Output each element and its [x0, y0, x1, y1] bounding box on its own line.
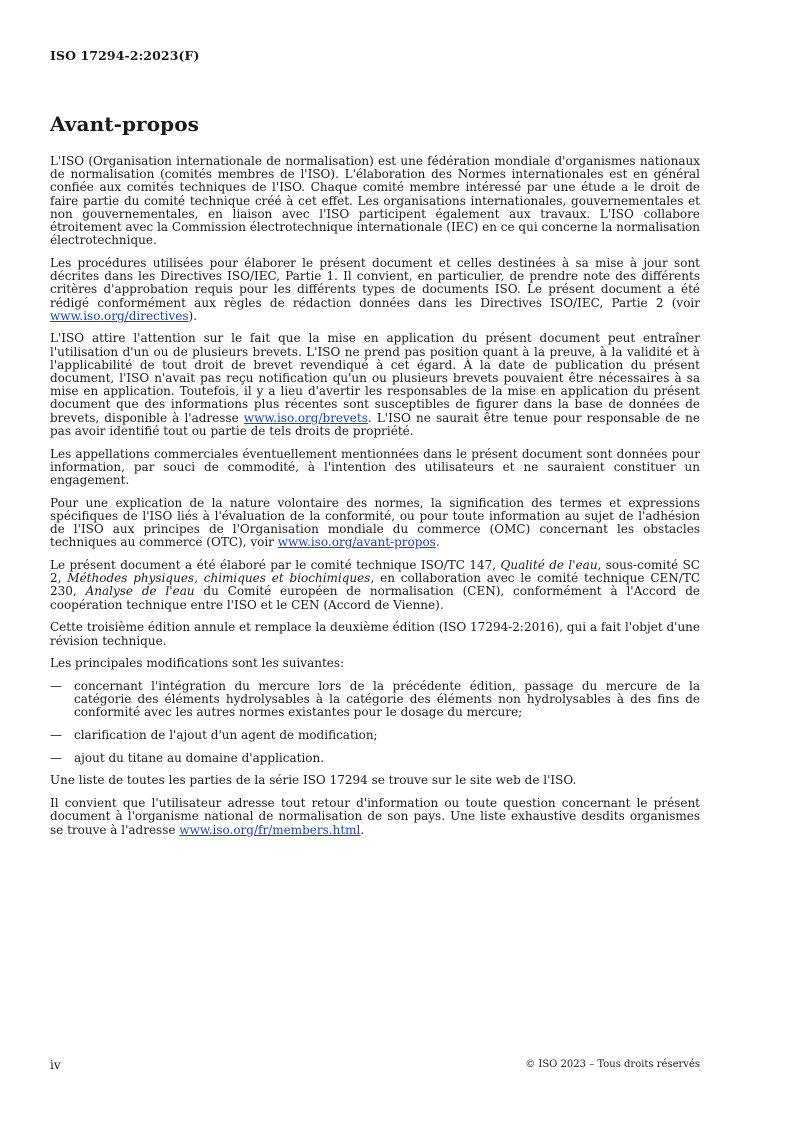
paragraph-voluntary-nature — [50, 497, 700, 550]
paragraph-text: Le présent document a été élaboré par le comité technique ISO/TC 147, — [50, 557, 501, 572]
page-title: Avant-propos — [50, 112, 200, 136]
list-item-text: concernant l'intégration du mercure lors de la précédente édition, passage du mercure de la catégorie des éléments hydrolysables à la catégorie des éléments non hydrolysables à des fins de conformité avec les autres normes existantes pour le dosage du mercure; — [74, 678, 700, 720]
paragraph-edition: Cette troisième édition annule et remplace la deuxième édition (ISO 17294-2:2016), qui a fait l'objet d'une révision technique. — [50, 620, 700, 648]
dash-marker: — — [50, 678, 62, 693]
paragraph-text: , sous-comité SC 2, — [50, 557, 700, 586]
document-id: ISO 17294-2:2023(F) — [50, 48, 200, 63]
subcommittee-title: Méthodes physiques, chimiques et biochimiques — [67, 571, 371, 586]
paragraph-feedback — [50, 797, 700, 837]
paragraph-text: . L'ISO ne saurait être tenue pour responsable de ne pas avoir identifié tout ou partie de tels droits de propriété. — [50, 410, 700, 438]
paragraph-committee — [50, 559, 700, 612]
list-item — [50, 729, 700, 742]
page-number: iv — [50, 1058, 61, 1072]
patents-link[interactable]: www.iso.org/brevets — [243, 410, 368, 425]
paragraph-patents — [50, 332, 700, 438]
foreword-body — [50, 155, 700, 846]
paragraph-iso-intro: L'ISO (Organisation internationale de normalisation) est une fédération mondiale d'organismes nationaux de normalisation (comités membres de l'ISO). L'élaboration des Normes internationales est en général confiée aux comités techniques de l'ISO. Chaque comité membre intéressé par une étude a le droit de faire partie du comité technique créé à cet effet. Les organisations internationales, gouvernementales et non gouvernementales, en liaison avec l'ISO participent également aux travaux. L'ISO collabore étroitement avec la Commission électrotechnique internationale (IEC) en ce qui concerne la normalisation électrotechnique. — [50, 154, 700, 248]
paragraph-text: Les procédures utilisées pour élaborer le présent document et celles destinées à sa mise à jour sont décrites dans les Directives ISO/IEC, Partie 1. Il convient, en particulier, de prendre note des différents critères d'approbation requis pour les différents types de documents ISO. Le présent document a été rédigé conformément aux règles de rédaction données dans les Directives ISO/IEC, Partie 2 (voir — [50, 255, 700, 310]
directives-link[interactable]: www.iso.org/directives — [50, 308, 189, 323]
foreword-link[interactable]: www.iso.org/avant-propos — [277, 535, 436, 550]
dash-marker: — — [50, 750, 62, 765]
paragraph-text: L'ISO attire l'attention sur le fait que la mise en application du présent document peut entraîner l'utilisation d'un ou de plusieurs brevets. L'ISO ne prend pas position quant à la preuve, à la validité et à l'applicabilité de tout droit de brevet revendiqué à cet égard. À la date de publication du présent document, l'ISO n'avait pas reçu notification qu'un ou plusieurs brevets pouvaient être nécessaires à sa mise en application. Toutefois, il y a lieu d'avertir les responsables de la mise en application du présent document que des informations plus récentes sont susceptibles de figurer dans la base de données de brevets, disponible à l'adresse — [50, 331, 700, 425]
paragraph-text: du Comité européen de normalisation (CEN), conformément à l'Accord de coopération technique entre l'ISO et le CEN (Accord de Vienne). — [50, 584, 700, 612]
list-item-text: ajout du titane au domaine d'application. — [74, 750, 325, 765]
paragraph-text: Il convient que l'utilisateur adresse tout retour d'information ou toute question concernant le présent document à l'organisme national de normalisation de son pays. Une liste exhaustive desdits organismes se trouve à l'adresse — [50, 796, 700, 837]
paragraph-trade-names: Les appellations commerciales éventuellement mentionnées dans le présent document sont données pour information, par souci de commodité, à l'intention des utilisateurs et ne sauraient constituer un engagement. — [50, 446, 700, 487]
paragraph-text: , en collaboration avec le comité technique CEN/TC 230, — [50, 571, 701, 599]
members-link[interactable]: www.iso.org/fr/members.html — [179, 822, 361, 837]
dash-marker: — — [50, 728, 62, 743]
paragraph-text: . — [435, 535, 440, 550]
cen-committee-title: Analyse de l'eau — [85, 584, 195, 599]
committee-title: Qualité de l'eau — [500, 557, 598, 572]
paragraph-text: Pour une explication de la nature volontaire des normes, la signification des termes et expressions spécifiques de l'ISO liés à l'évaluation de la conformité, ou pour toute information au sujet de l'adhésion de l'ISO aux principes de l'Organisation mondiale du commerce (OMC) concernant les obstacles techniques au commerce (OTC), voir — [50, 495, 700, 550]
list-item — [50, 680, 700, 720]
list-item — [50, 752, 700, 765]
list-item-text: clarification de l'ajout d'un agent de modification; — [74, 728, 378, 743]
paragraph-text: . — [360, 822, 365, 837]
copyright-notice: © ISO 2023 – Tous droits réservés — [525, 1059, 700, 1070]
paragraph-procedures — [50, 257, 700, 323]
paragraph-changes-intro: Les principales modifications sont les suivantes: — [50, 656, 345, 671]
paragraph-series: Une liste de toutes les parties de la série ISO 17294 se trouve sur le site web de l'ISO. — [50, 773, 577, 788]
paragraph-text: ). — [188, 308, 197, 323]
